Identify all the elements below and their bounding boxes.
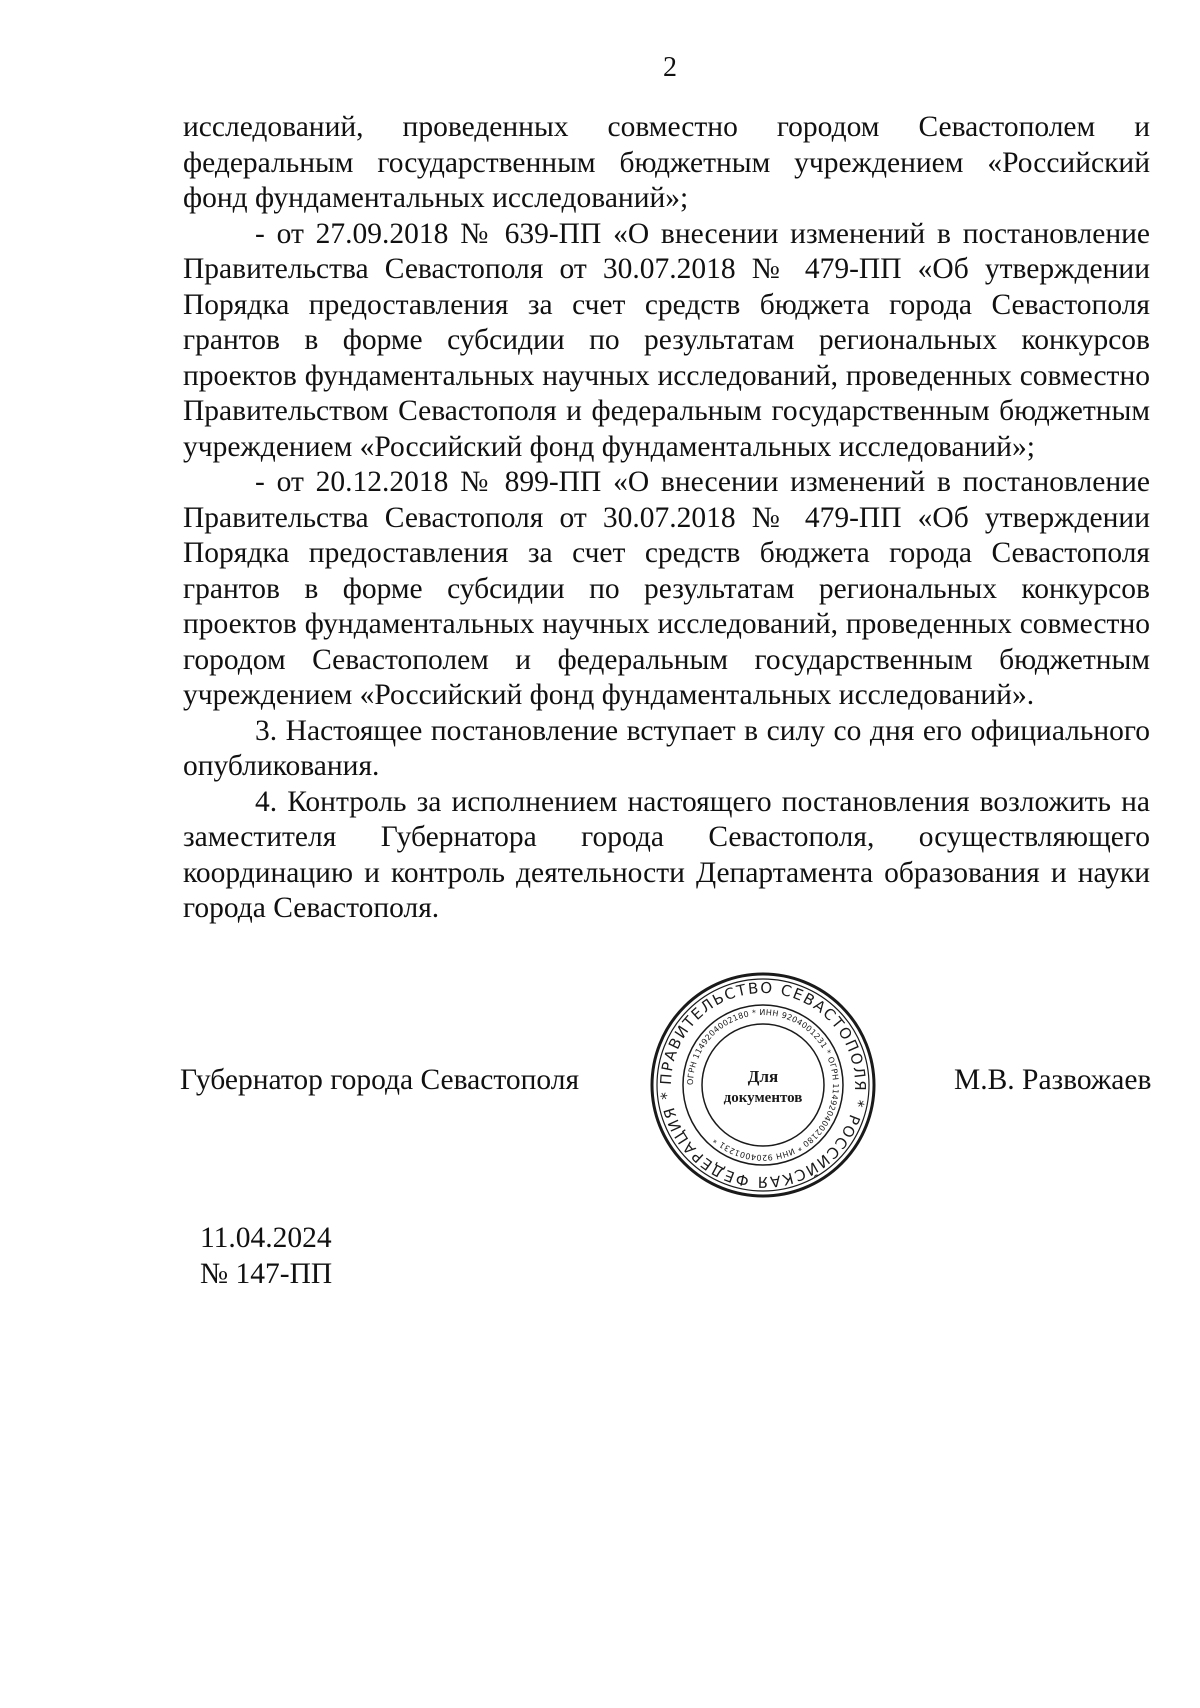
- paragraph-item-4: 4. Контроль за исполнением настоящего постановления возложить на заместителя Губернатора города Севастополя, осуществляющего координацию и контроль деятельности Департамента образования и науки города Севастополя.: [183, 785, 1150, 924]
- paragraph-amendment-899: - от 20.12.2018 № 899-ПП «О внесении изменений в постановление Правительства Севастополя от 30.07.2018 № 479-ПП «Об утверждении Порядка предоставления за счет средств бюджета города Севастополя грантов в форме субсидии по результатам региональных конкурсов проектов фундаментальных научных исследований, проведенных совместно городом Севастополем и федеральным государственным бюджетным учреждением «Российский фонд фундаментальных исследований».: [183, 466, 1150, 711]
- signer-title: Губернатор города Севастополя: [180, 1064, 580, 1096]
- official-seal: [648, 970, 878, 1200]
- document-body: [183, 110, 1150, 927]
- page-number: 2: [663, 52, 677, 83]
- document-number: № 147-ПП: [200, 1258, 333, 1290]
- signer-name: М.В. Развожаев: [954, 1064, 1152, 1096]
- seal-outer-text: ПРАВИТЕЛЬСТВО СЕВАСТОПОЛЯ * РОССИЙСКАЯ ФЕДЕРАЦИЯ *: [656, 978, 870, 1192]
- seal-inner-text: ОГРН 1149204002180 * ИНН 9204001231 * ОГРН 1149204002180 * ИНН 9204001231 *: [685, 1007, 841, 1163]
- paragraph-continuation: исследований, проведенных совместно городом Севастополем и федеральным государственным бюджетным учреждением «Российский фонд фундаментальных исследований»;: [183, 111, 1150, 214]
- seal-center-line1: Для: [747, 1067, 779, 1086]
- seal-center-line2: документов: [723, 1090, 803, 1106]
- paragraph-amendment-639: - от 27.09.2018 № 639-ПП «О внесении изменений в постановление Правительства Севастополя от 30.07.2018 № 479-ПП «Об утверждении Порядка предоставления за счет средств бюджета города Севастополя грантов в форме субсидии по результатам региональных конкурсов проектов фундаментальных научных исследований, проведенных совместно Правительством Севастополя и федеральным государственным бюджетным учреждением «Российский фонд фундаментальных исследований»;: [183, 217, 1150, 463]
- document-date: 11.04.2024: [200, 1222, 332, 1254]
- paragraph-item-3: 3. Настоящее постановление вступает в силу со дня его официального опубликования.: [183, 714, 1150, 782]
